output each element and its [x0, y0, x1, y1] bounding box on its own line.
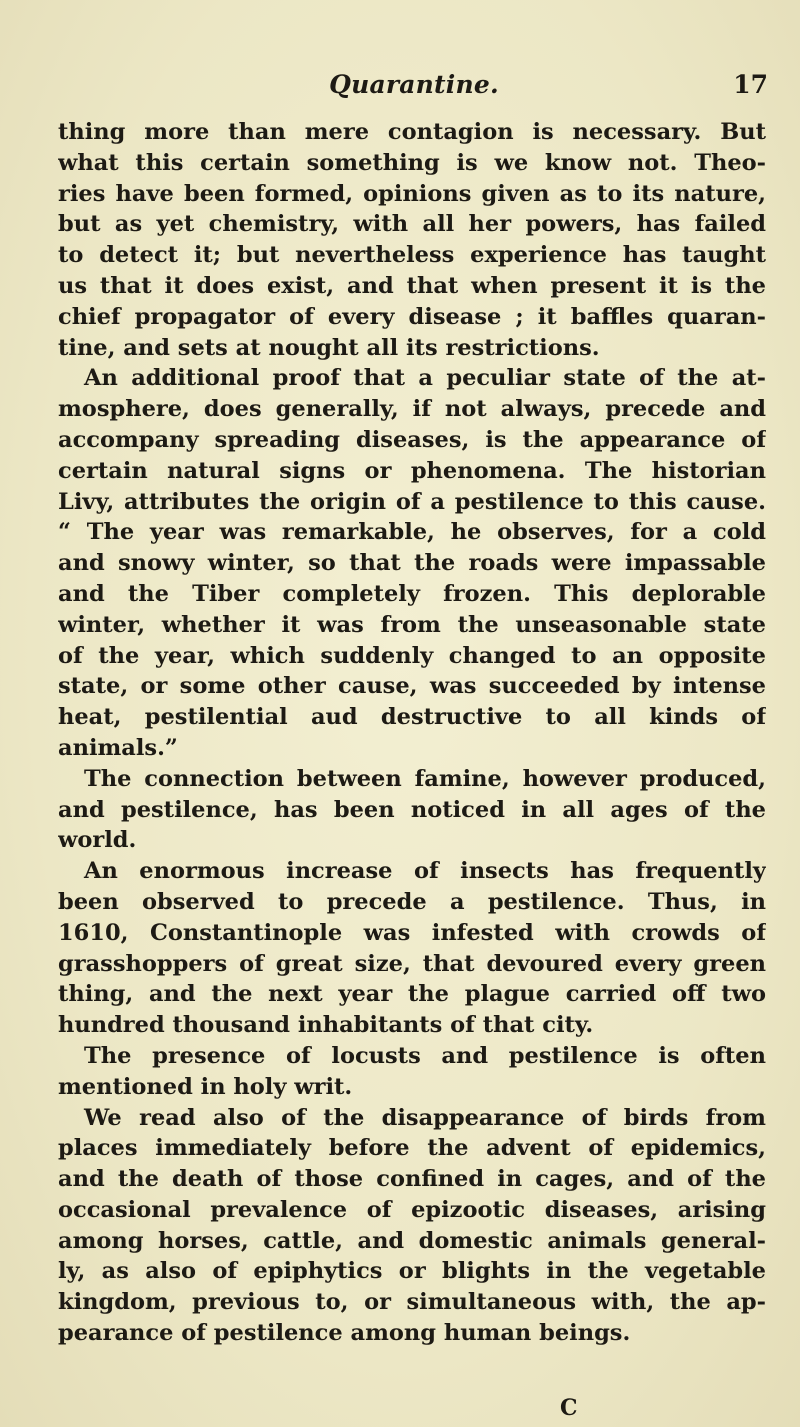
text-line: occasional prevalence of epizootic diseases, arising	[58, 1196, 766, 1223]
text-line: tine, and sets at nought all its restrictions.	[58, 334, 600, 361]
text-line: “ The year was remarkable, he observes, for a cold	[58, 519, 766, 546]
text-line: 1610, Constantinople was infested with crowds of	[58, 919, 766, 946]
running-title: Quarantine.	[329, 70, 499, 99]
text-line: kingdom, previous to, or simultaneous with, the ap-	[58, 1289, 766, 1316]
text-line: and the death of those confined in cages, and of the	[58, 1166, 766, 1193]
body-text	[58, 117, 766, 1349]
text-line: We read also of the disappearance of birds from	[84, 1104, 766, 1131]
text-line: heat, pestilential aud destructive to all kinds of	[58, 704, 766, 731]
text-line: what this certain something is we know not. Theo-	[58, 149, 766, 176]
text-line: of the year, which suddenly changed to an opposite	[58, 642, 766, 669]
text-line: chief propagator of every disease ; it baffles quaran-	[58, 303, 766, 330]
signature-mark: C	[560, 1395, 578, 1421]
text-line: thing, and the next year the plague carried off two	[58, 981, 766, 1008]
text-line: mentioned in holy writ.	[58, 1073, 353, 1100]
text-line: and pestilence, has been noticed in all ages of the	[58, 796, 766, 823]
text-line: mosphere, does generally, if not always, precede and	[58, 396, 766, 423]
text-line: world.	[58, 827, 137, 854]
text-line: places immediately before the advent of epidemics,	[58, 1135, 766, 1162]
text-line: The connection between famine, however produced,	[84, 765, 766, 792]
running-head	[60, 70, 768, 106]
text-line: ly, as also of epiphytics or blights in the vegetable	[58, 1258, 766, 1285]
text-line: been observed to precede a pestilence. Thus, in	[58, 888, 766, 915]
text-line: hundred thousand inhabitants of that city.	[58, 1012, 594, 1039]
text-line: animals.”	[58, 734, 178, 761]
page-number: 17	[733, 70, 768, 99]
text-line: and snowy winter, so that the roads were impassable	[58, 550, 766, 577]
text-line: An enormous increase of insects has frequently	[84, 858, 766, 885]
text-line: to detect it; but nevertheless experience has taught	[58, 242, 766, 269]
text-line: certain natural signs or phenomena. The historian	[58, 457, 766, 484]
text-line: Livy, attributes the origin of a pestilence to this cause.	[58, 488, 766, 515]
text-line: state, or some other cause, was succeeded by intense	[58, 673, 766, 700]
text-line: winter, whether it was from the unseasonable state	[58, 611, 766, 638]
text-line: among horses, cattle, and domestic animals general-	[58, 1227, 766, 1254]
text-line: accompany spreading diseases, is the appearance of	[58, 426, 766, 453]
text-line: ries have been formed, opinions given as to its nature,	[58, 180, 766, 207]
text-line: grasshoppers of great size, that devoured every green	[58, 950, 766, 977]
text-line: but as yet chemistry, with all her powers, has failed	[58, 211, 766, 238]
text-line: pearance of pestilence among human beings.	[58, 1320, 631, 1347]
text-line: thing more than mere contagion is necessary. But	[58, 119, 766, 145]
text-line: An additional proof that a peculiar state of the at-	[84, 365, 766, 392]
text-line: us that it does exist, and that when present it is the	[58, 272, 766, 299]
text-line: and the Tiber completely frozen. This deplorable	[58, 580, 766, 607]
text-line: The presence of locusts and pestilence is often	[84, 1042, 766, 1069]
